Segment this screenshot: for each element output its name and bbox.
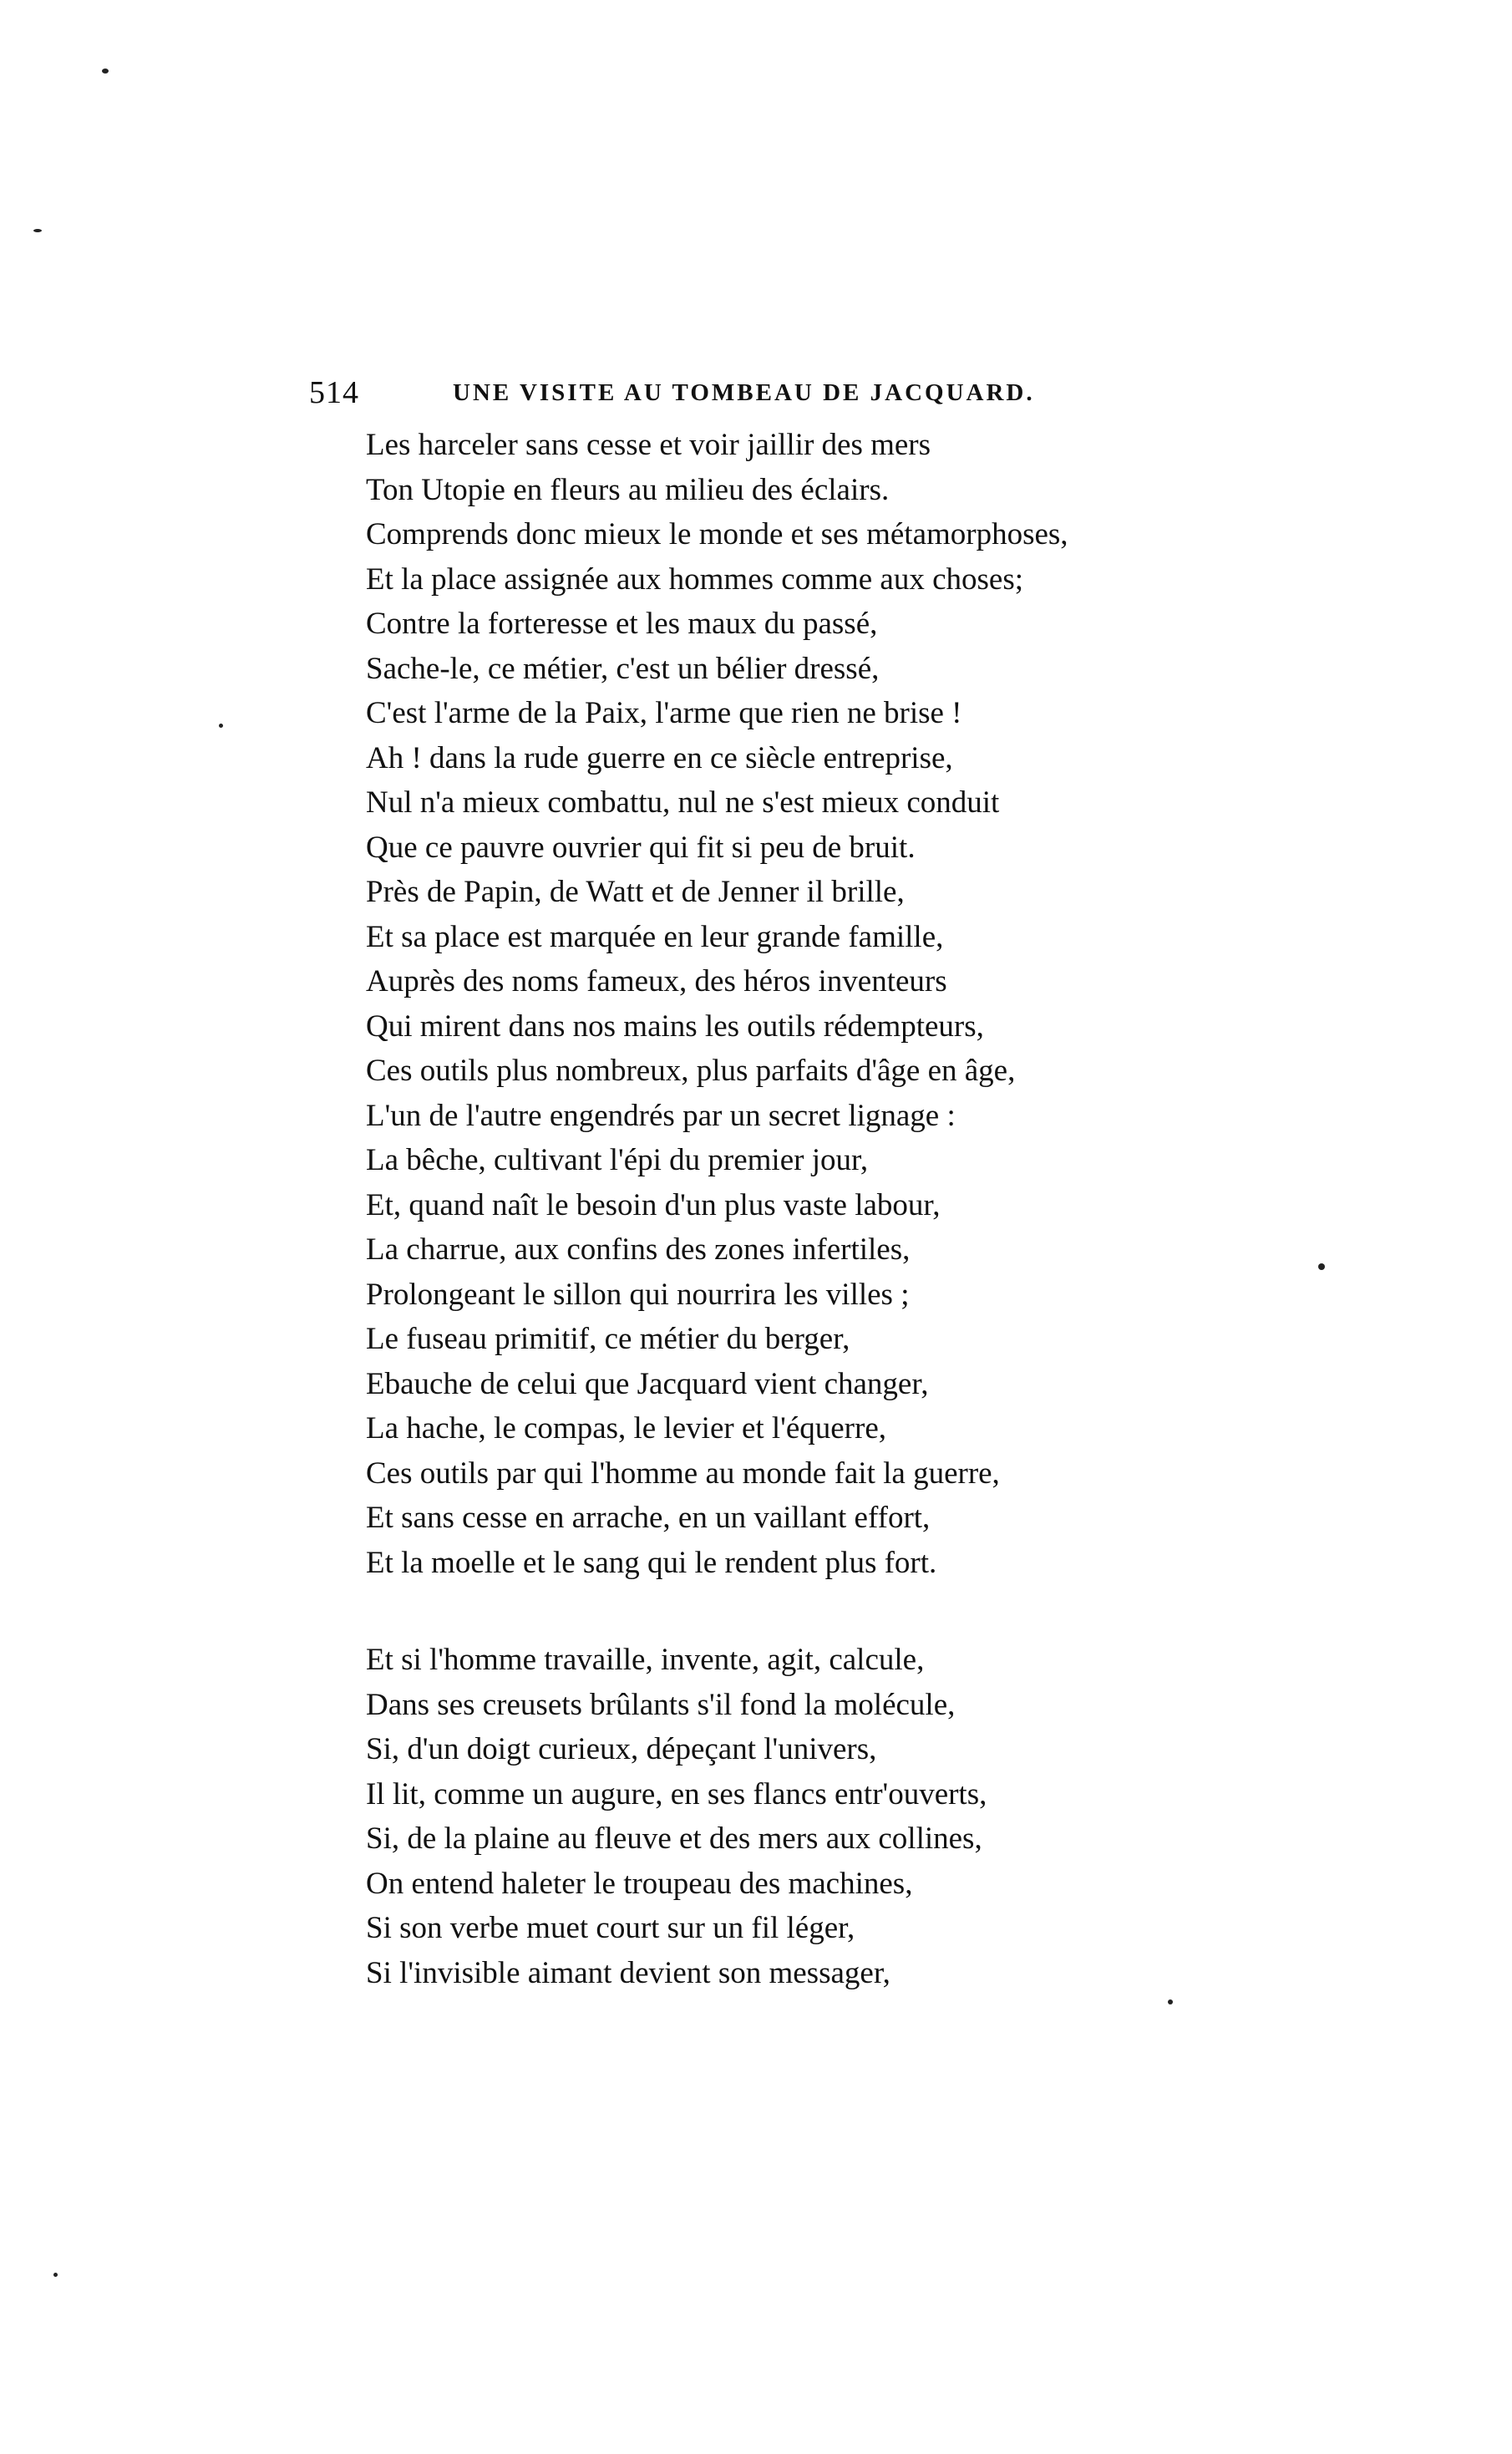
ink-speck — [53, 2273, 58, 2277]
verse-line: Près de Papin, de Watt et de Jenner il brille, — [366, 875, 905, 909]
verse-line: Si, de la plaine au fleuve et des mers aux collines, — [366, 1821, 982, 1856]
verse-line: L'un de l'autre engendrés par un secret lignage : — [366, 1098, 956, 1133]
verse-line: Ces outils plus nombreux, plus parfaits d'âge en âge, — [366, 1054, 1016, 1088]
verse-line: Le fuseau primitif, ce métier du berger, — [366, 1322, 850, 1356]
verse-line: Prolongeant le sillon qui nourrira les villes ; — [366, 1277, 910, 1312]
verse-line: Ces outils par qui l'homme au monde fait la guerre, — [366, 1456, 1000, 1491]
verse-line: Que ce pauvre ouvrier qui fit si peu de bruit. — [366, 830, 916, 865]
verse-line: Si, d'un doigt curieux, dépeçant l'univers, — [366, 1732, 877, 1766]
ink-speck — [1318, 1263, 1325, 1270]
verse-line: Et si l'homme travaille, invente, agit, calcule, — [366, 1643, 925, 1677]
stanza-2 — [366, 1638, 1201, 1995]
verse-line: Si l'invisible aimant devient son messager, — [366, 1955, 890, 1990]
verse-line: Et la place assignée aux hommes comme aux choses; — [366, 561, 1024, 597]
verse-line: Sache-le, ce métier, c'est un bélier dressé, — [366, 651, 880, 686]
verse-line: Ton Utopie en fleurs au milieu des éclairs. — [366, 472, 890, 507]
ink-speck — [102, 69, 109, 74]
verse-line: C'est l'arme de la Paix, l'arme que rien ne brise ! — [366, 696, 962, 730]
verse-line: Et, quand naît le besoin d'un plus vaste labour, — [366, 1187, 941, 1222]
verse-line: La hache, le compas, le levier et l'équerre, — [366, 1411, 887, 1445]
verse-line: Auprès des noms fameux, des héros inventeurs — [366, 964, 947, 998]
verse-line: Et la moelle et le sang qui le rendent plus fort. — [366, 1545, 937, 1580]
verse-line: Il lit, comme un augure, en ses flancs entr'ouverts, — [366, 1776, 987, 1811]
verse-line: On entend haleter le troupeau des machines, — [366, 1866, 913, 1901]
verse-line: Et sans cesse en arrache, en un vaillant effort, — [366, 1501, 931, 1535]
verse-line: Dans ses creusets brûlants s'il fond la molécule, — [366, 1687, 956, 1722]
verse-line: Comprends donc mieux le monde et ses métamorphoses, — [366, 517, 1068, 551]
verse-line: Ah ! dans la rude guerre en ce siècle entreprise, — [366, 740, 953, 775]
page-header — [309, 374, 1044, 424]
verse-line: Ebauche de celui que Jacquard vient changer, — [366, 1366, 929, 1401]
verse-line: Contre la forteresse et les maux du passé, — [366, 607, 878, 641]
verse-line: Les harceler sans cesse et voir jaillir des mers — [366, 428, 931, 462]
verse-line: Si son verbe muet court sur un fil léger, — [366, 1911, 855, 1945]
running-title: UNE VISITE AU TOMBEAU DE JACQUARD. — [453, 379, 1035, 406]
verse-line: Nul n'a mieux combattu, nul ne s'est mieux conduit — [366, 785, 1000, 820]
ink-speck — [219, 724, 223, 728]
verse-line: La bêche, cultivant l'épi du premier jour, — [366, 1143, 869, 1177]
ink-speck — [1168, 1999, 1173, 2004]
page-number: 514 — [309, 375, 359, 410]
verse-line: La charrue, aux confins des zones infertiles, — [366, 1232, 911, 1267]
verse-line: Qui mirent dans nos mains les outils rédempteurs, — [366, 1009, 984, 1044]
verse-line: Et sa place est marquée en leur grande famille, — [366, 919, 944, 954]
ink-speck — [33, 229, 42, 232]
stanza-1 — [366, 423, 1201, 1585]
